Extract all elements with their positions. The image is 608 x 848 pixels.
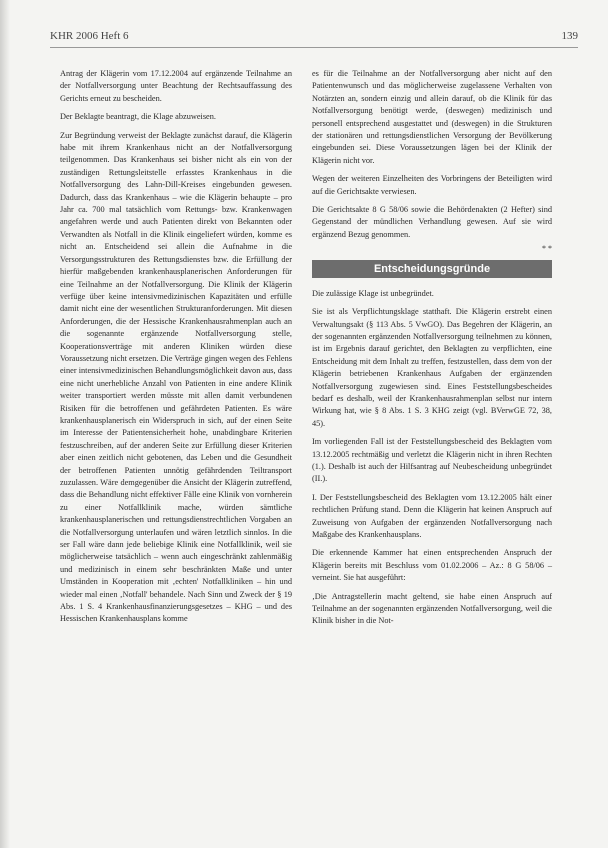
paragraph: Der Beklagte beantragt, die Klage abzuweisen.	[60, 112, 216, 122]
journal-title: KHR 2006 Heft 6	[50, 30, 129, 42]
paragraph: es für die Teilnahme an der Notfallversorgung aber nicht auf den Patientenwunsch und das möglicherweise zugelassene Verhalten von Notärzten an, sondern einzig und allein darauf, ob die Klinik für das Notfallversorgung benötigt werde, (deswegen) medizinisch und personell entsprechend ausgestattet und (deswegen) in die Strukturen der stationären und rettungsdienstlichen Versorgung der Bevölkerung eingebunden sei. Diese Voraussetzungen lägen bei der Klinik der Klägerin nicht vor.	[312, 69, 552, 165]
paragraph: Im vorliegenden Fall ist der Feststellungsbescheid des Beklagten vom 13.12.2005 rechtmäßig und verletzt die Klägerin nicht in ihren Rechten (1.). Deshalb ist auch der Hilfsantrag auf Neubescheidung unbegründet (II.).	[312, 437, 552, 484]
section-heading: Entscheidungsgründe	[312, 260, 552, 278]
section-separator: * *	[542, 244, 552, 254]
right-column	[312, 68, 552, 634]
paragraph: Antrag der Klägerin vom 17.12.2004 auf ergänzende Teilnahme an der Notfallversorgung unter Beachtung der Rechtsauffassung des Gerichts erneut zu bescheiden.	[60, 69, 292, 103]
paragraph: Sie ist als Verpflichtungsklage statthaft. Die Klägerin erstrebt einen Verwaltungsakt (§ 113 Abs. 5 VwGO). Das Begehren der Klägerin, an der sogenannten ergänzenden Notfallversorgung teilnehmen zu können, ist im Ergebnis darauf gerichtet, den Beklagten zu verpflichten, eine Entscheidung mit dem Inhalt zu treffen, festzustellen, dass dem von der Klägerin betriebenen Krankenhaus Aufgaben der ergänzenden Notfallversorgung zugewiesen sind. Eines Feststellungsbescheides bedarf es deshalb, weil der Krankenhausrahmenplan selbst nur intern Wirkung hat, wie § 8 Abs. 1 S. 3 KHG zeigt (vgl. BVerwGE 72, 38, 45).	[312, 307, 552, 428]
left-column	[60, 68, 292, 632]
paragraph: Zur Begründung verweist der Beklagte zunächst darauf, die Klägerin habe mit ihrem Krankenhaus nicht an der Notfallversorgung teilgenommen. Das Krankenhaus sei bisher nicht als ein von der zuständigen Rettungsleitstelle erfasstes Krankenhaus in die Notfallversorgung des Lahn-Dill-Kreises eingebunden gewesen. Dadurch, dass das Krankenhaus – wie die Klägerin behaupte – pro Jahr ca. 700 mal tatsächlich vom Rettungs- bzw. Krankenwagen angefahren werde und auch Patienten direkt von Bekannten oder Verwandten als Notfall in die Klinik eingeliefert würden, komme es nicht an. Entscheidend sei allein die Aufnahme in die Versorgungsstrukturen des Rettungsdienstes bzw. die Erfüllung der hierfür maßgebenden krankenhausplanerischen Anforderungen für eine Teilnahme an der Notfallversorgung. Die Klinik der Klägerin verfüge über keine intensivmedizinischen Kapazitäten und erfülle damit nicht eine der wesentlichen Strukturanforderungen. Mit diesen Anforderungen, die der Hessische Krankenhausrahmenplan auch an die sogenannte ergänzende Notfallversorgung stelle, Kooperationsverträge mit anderen Kliniken würden diese Voraussetzung nicht ersetzen. Die Verträge gingen wegen des Fehlens einer intensivmedizinischen Behandlungsmöglichkeit davon aus, dass eine nicht unerhebliche Anzahl von Patienten in eine andere Klinik weiter transportiert werden müsste mit allen damit verbundenen Risiken für die betroffenen und gefährdeten Patienten. Es wäre krankenhausplanerisch ein Widerspruch in sich, auf der einen Seite im Interesse der Patientensicherheit hohe, unabdingbare Kriterien festzuschreiben, auf der anderen Seite zur Erfüllung dieser Kriterien aber einen zeitlich nicht gebotenen, das Leben und die Gesundheit der betroffenen Patienten unnötig gefährdenden Teiltransport zuzulassen. Wäre demgegenüber die Ansicht der Klägerin zutreffend, dass die Behandlung nicht effektiver Fälle eine Klinik von vornherein zu einer Notfallklinik mache, würden sämtliche krankenhausplanerischen und rettungsdienstrechtlichen Vorgaben an die Notfallversorgung unterlaufen und wären letztlich sinnlos. In die ser Fall wäre dann jede beliebige Klinik eine Notfallklinik, weil sie möglicherweise tatsächlich – wenn auch eingeschränkt zahlenmäßig und medizinisch in einem sehr beschränkten Maße und unter Umständen in Kooperation mit ‚echten' Notfallkliniken – hin und wieder mal einen ‚Notfall' behandele. Nach Sinn und Zweck der § 19 Abs. 1 S. 4 Krankenhausfinanzierungsgesetzes – KHG – und des Hessischen Krankenhausplans komme	[60, 130, 292, 624]
paragraph: Die zulässige Klage ist unbegründet.	[312, 288, 434, 298]
paragraph: Wegen der weiteren Einzelheiten des Vorbringens der Beteiligten wird auf die Gerichtsakte verwiesen.	[312, 174, 552, 196]
paragraph: Die erkennende Kammer hat einen entsprechenden Anspruch der Klägerin bereits mit Beschluss vom 01.02.2006 – Az.: 8 G 58/06 – verneint. Sie hat ausgeführt:	[312, 548, 552, 583]
page-header	[50, 30, 578, 46]
page-number: 139	[561, 30, 578, 42]
paragraph: I. Der Feststellungsbescheid des Beklagten vom 13.12.2005 hält einer rechtlichen Prüfung stand. Denn die Klägerin hat keinen Anspruch auf Zuweisung von Aufgaben der ergänzenden Notfallversorgung nach Maßgabe des Krankenhausplans.	[312, 492, 552, 539]
header-rule	[50, 47, 578, 48]
paragraph: ‚Die Antragstellerin macht geltend, sie habe einen Anspruch auf Teilnahme an der sogenannten ergänzenden Notfallversorgung, weil die Klinik bisher in die Not-	[312, 591, 552, 626]
paragraph: Die Gerichtsakte 8 G 58/06 sowie die Behördenakten (2 Hefter) sind Gegenstand der mündlichen Verhandlung gewesen. Auf sie wird ergänzend Bezug genommen.	[312, 205, 552, 239]
page-edge-shadow	[0, 0, 10, 848]
